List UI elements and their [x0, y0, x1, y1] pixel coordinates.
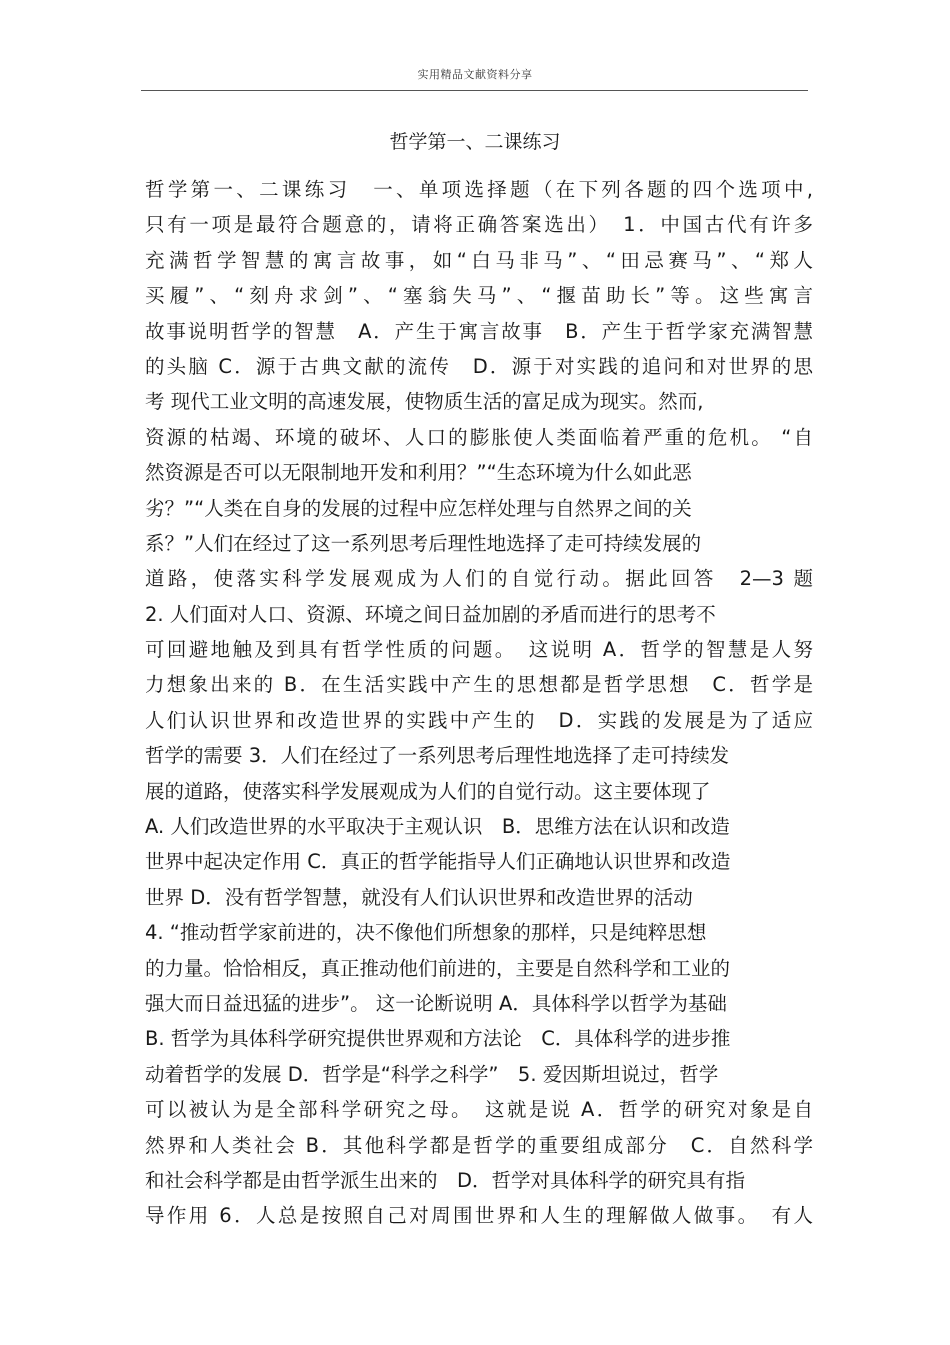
body-line: 可回避地触及到具有哲学性质的问题。 这说明 A．哲学的智慧是人努	[145, 638, 813, 662]
body-line: 系？”人们在经过了这一系列思考后理性地选择了走可持续发展的	[145, 531, 702, 555]
body-line: 导作用 6．人总是按照自己对周围世界和人生的理解做人做事。 有人	[145, 1204, 813, 1228]
body-line: 的力量。恰恰相反，真正推动他们前进的，主要是自然科学和工业的	[145, 956, 731, 980]
header-divider	[141, 90, 808, 91]
body-line: 展的道路，使落实科学发展观成为人们的自觉行动。这主要体现了	[145, 779, 711, 803]
document-body	[145, 172, 813, 1234]
body-line: 充满哲学智慧的寓言故事，如“白马非马”、“田忌赛马”、“郑人	[145, 248, 813, 272]
body-line: 动着哲学的发展 D．哲学是“科学之科学” 5. 爱因斯坦说过，哲学	[145, 1062, 719, 1086]
body-line: 2. 人们面对人口、资源、环境之间日益加剧的矛盾而进行的思考不	[145, 602, 716, 626]
body-line: 哲学第一、二课练习 一、单项选择题（在下列各题的四个选项中,	[145, 178, 813, 201]
body-line: 道路，使落实科学发展观成为人们的自觉行动。据此回答 2—3 题	[145, 567, 813, 591]
body-line: 世界中起决定作用 C．真正的哲学能指导人们正确地认识世界和改造	[145, 850, 731, 874]
body-line: A. 人们改造世界的水平取决于主观认识 B．思维方法在认识和改造	[145, 815, 730, 839]
body-line: 然界和人类社会 B．其他科学都是哲学的重要组成部分 C．自然科学	[145, 1133, 813, 1157]
body-line: 买履”、“刻舟求剑”、“塞翁失马”、“揠苗助长”等。这些寓言	[145, 284, 813, 308]
running-header: 实用精品文献资料分享	[417, 68, 533, 81]
body-line: B. 哲学为具体科学研究提供世界观和方法论 C．具体科学的进步推	[145, 1027, 731, 1051]
body-line: 故事说明哲学的智慧 A．产生于寓言故事 B．产生于哲学家充满智慧	[145, 319, 813, 343]
body-line: 劣？”“人类在自身的发展的过程中应怎样处理与自然界之间的关	[145, 496, 692, 520]
body-line: 只有一项是最符合题意的，请将正确答案选出） 1．中国古代有许多	[145, 213, 813, 237]
body-line: 资源的枯竭、环境的破坏、人口的膨胀使人类面临着严重的危机。 “自	[145, 425, 813, 449]
body-line: 的头脑 C．源于古典文献的流传 D．源于对实践的追问和对世界的思	[145, 354, 813, 378]
body-line: 哲学的需要 3．人们在经过了一系列思考后理性地选择了走可持续发	[145, 744, 730, 768]
body-line: 力想象出来的 B．在生活实践中产生的思想都是哲学思想 C．哲学是	[145, 673, 813, 697]
body-line: 4. “推动哲学家前进的，决不像他们所想象的那样，只是纯粹思想	[145, 921, 707, 945]
body-line: 可以被认为是全部科学研究之母。 这就是说 A．哲学的研究对象是自	[145, 1098, 813, 1122]
body-line: 考 现代工业文明的高速发展，使物质生活的富足成为现实。然而,	[145, 390, 704, 414]
document-title: 哲学第一、二课练习	[389, 131, 561, 153]
body-line: 然资源是否可以无限制地开发和利用？”“生态环境为什么如此恶	[145, 461, 692, 485]
body-line: 人们认识世界和改造世界的实践中产生的 D．实践的发展是为了适应	[145, 708, 813, 732]
body-line: 强大而日益迅猛的进步”。 这一论断说明 A．具体科学以哲学为基础	[145, 991, 727, 1015]
body-line: 和社会科学都是由哲学派生出来的 D．哲学对具体科学的研究具有指	[145, 1168, 746, 1192]
body-line: 世界 D．没有哲学智慧，就没有人们认识世界和改造世界的活动	[145, 885, 693, 909]
